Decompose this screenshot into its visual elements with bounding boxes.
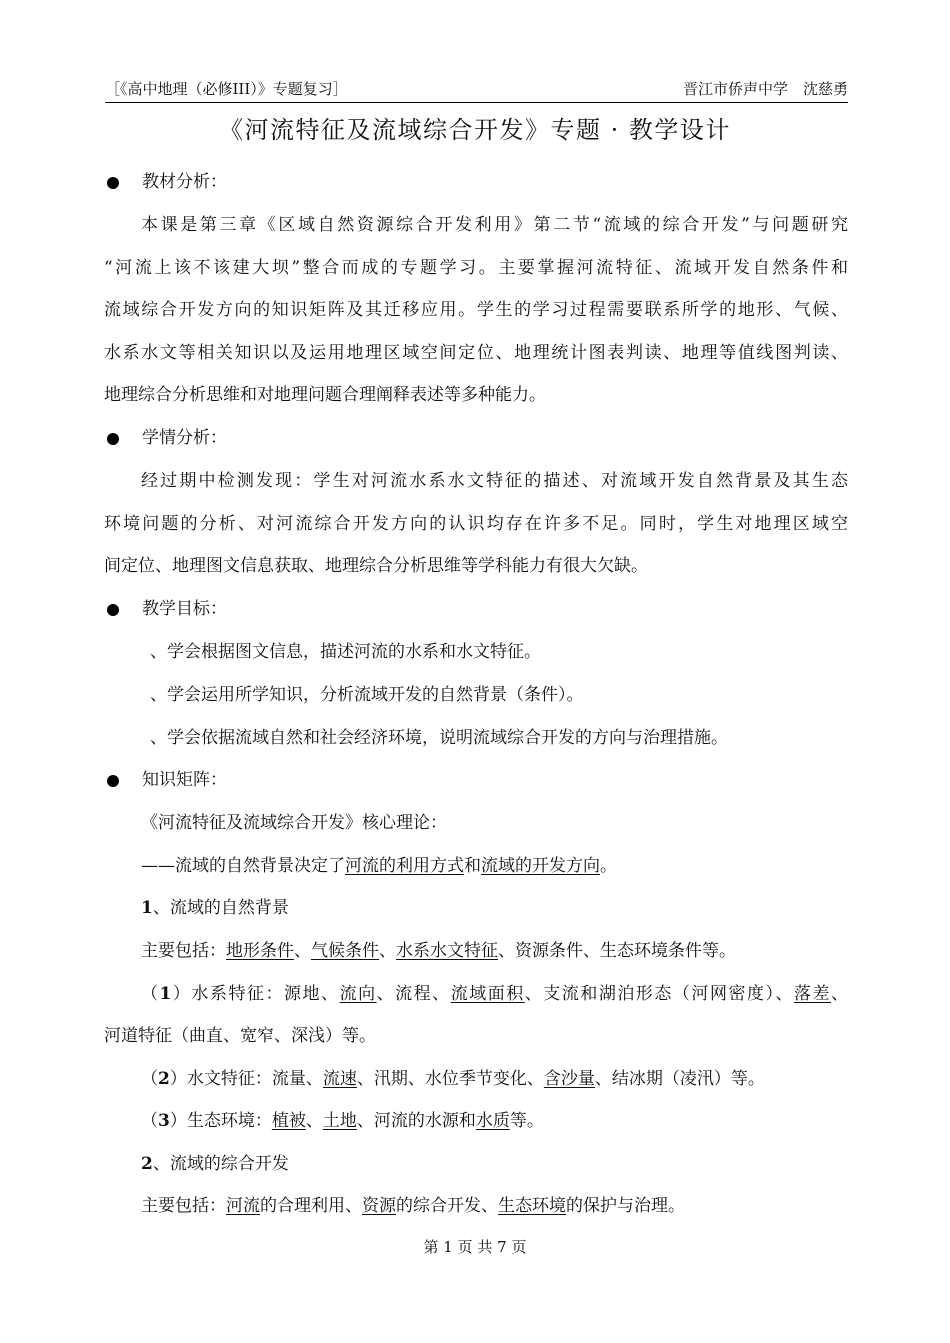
subheading-text: 、流域的自然背景	[152, 898, 289, 918]
paragraph-line: 水系水文等相关知识以及运用地理区域空间定位、地理统计图表判读、地理等值线图判读、	[104, 343, 848, 363]
item-text: 的综合开发、	[396, 1196, 498, 1216]
item-number: 1	[159, 984, 172, 1004]
page-total: 7	[497, 1238, 507, 1256]
key-term: 流速	[322, 1069, 357, 1089]
goal-item: 、学会运用所学知识，分析流域开发的自然背景（条件）。	[150, 685, 584, 705]
section-heading-teaching-goals: 教学目标：	[142, 599, 227, 619]
summary-rest: 、资源条件、生态环境条件等。	[498, 941, 736, 961]
subheading-number: 2	[141, 1154, 153, 1174]
subheading-number: 1	[141, 898, 153, 918]
page-title: 《河流特征及流域综合开发》专题 · 教学设计	[219, 116, 731, 144]
core-theory-title: 《河流特征及流域综合开发》核心理论：	[141, 813, 447, 833]
item-text: 等。	[509, 1111, 544, 1131]
section-heading-knowledge-matrix: 知识矩阵：	[142, 770, 227, 790]
item-number: 3	[158, 1111, 170, 1131]
subheading-comprehensive-development	[141, 1151, 289, 1177]
key-term: 植被	[271, 1111, 306, 1131]
bullet-icon	[107, 177, 119, 189]
item-text: 水文特征：流量、	[186, 1069, 323, 1089]
core-key-term: 流域的开发方向	[481, 856, 600, 876]
item-text: 水系特征：源地、	[191, 984, 340, 1004]
bullet-icon	[107, 604, 119, 616]
water-system-features-cont: 河道特征（曲直、宽窄、深浅）等。	[104, 1026, 376, 1046]
item-text: 、结冰期（凌汛）等。	[594, 1069, 765, 1089]
core-prefix: ——流域的自然背景决定了	[141, 856, 345, 876]
key-term: 资源	[362, 1196, 396, 1216]
item-text: 的保护与治理。	[566, 1196, 685, 1216]
core-theory-statement	[141, 853, 617, 879]
natural-background-summary	[141, 938, 736, 964]
paragraph-line: 间定位、地理图文信息获取、地理综合分析思维等学科能力有很大欠缺。	[104, 556, 648, 576]
key-term: 流域面积	[450, 984, 525, 1004]
key-term: 水质	[475, 1111, 510, 1131]
goal-item: 、学会根据图文信息，描述河流的水系和水文特征。	[150, 642, 541, 662]
page-label: 第	[423, 1238, 439, 1256]
comprehensive-development-summary	[141, 1193, 685, 1219]
page-end: 页	[511, 1238, 527, 1256]
item-text: 、汛期、水位季节变化、	[356, 1069, 544, 1089]
section-heading-student-analysis: 学情分析：	[142, 428, 227, 448]
key-term: 生态环境	[498, 1196, 566, 1216]
item-text: 的合理利用、	[260, 1196, 362, 1216]
key-term: 土地	[322, 1111, 357, 1131]
subheading-natural-background	[141, 895, 289, 921]
paragraph-line: 环境问题的分析、对河流综合开发方向的认识均存在许多不足。同时，学生对地理区域空	[104, 514, 848, 534]
subheading-text: 、流域的综合开发	[152, 1154, 289, 1174]
goal-item: 、学会依据流域自然和社会经济环境，说明流域综合开发的方向与治理措施。	[150, 728, 728, 748]
paragraph-line: 本课是第三章《区域自然资源综合开发利用》第二节“流域的综合开发”与问题研究	[141, 215, 848, 235]
header-course-label: ［《高中地理（必修III）》专题复习］	[105, 80, 348, 98]
key-term: 落差	[794, 984, 832, 1004]
ecological-environment	[141, 1108, 544, 1134]
key-term: 气候条件	[311, 941, 379, 961]
item-text: 、支流和湖泊形态（河网密度）、	[524, 984, 795, 1004]
item-text: 、河流的水源和	[356, 1111, 476, 1131]
key-term: 河流	[226, 1196, 260, 1216]
separator: 、	[294, 941, 311, 961]
page-number: 1	[443, 1238, 453, 1256]
paragraph-line: 经过期中检测发现：学生对河流水系水文特征的描述、对流域开发自然背景及其生态	[141, 471, 848, 491]
paren-close: ）	[171, 984, 192, 1004]
separator: 、	[379, 941, 396, 961]
page-mid: 页 共	[457, 1238, 493, 1256]
water-system-features	[141, 981, 848, 1007]
item-text: 、流程、	[376, 984, 451, 1004]
item-text: 生态环境：	[186, 1111, 272, 1131]
item-number: 2	[158, 1069, 170, 1089]
summary-prefix: 主要包括：	[141, 1196, 226, 1216]
key-term: 水系水文特征	[396, 941, 498, 961]
page-footer	[0, 1236, 950, 1258]
section-heading-textbook-analysis: 教材分析：	[142, 172, 227, 192]
bullet-icon	[107, 433, 119, 445]
paren-open: （	[141, 1069, 158, 1089]
item-text: 、	[831, 984, 849, 1004]
paren-open: （	[141, 984, 160, 1004]
item-text: 、	[305, 1111, 323, 1131]
paragraph-line: “河流上该不该建大坝”整合而成的专题学习。主要掌握河流特征、流域开发自然条件和	[104, 258, 848, 278]
paren-close: ）	[169, 1111, 187, 1131]
key-term: 含沙量	[543, 1069, 595, 1089]
key-term: 地形条件	[226, 941, 294, 961]
paren-close: ）	[169, 1069, 187, 1089]
paren-open: （	[141, 1111, 158, 1131]
core-mid: 和	[464, 856, 481, 876]
core-key-term: 河流的利用方式	[345, 856, 464, 876]
bullet-icon	[107, 775, 119, 787]
page-header	[105, 78, 848, 103]
header-school-author: 晋江市侨声中学 沈慈勇	[682, 80, 848, 98]
paragraph-line: 流域综合开发方向的知识矩阵及其迁移应用。学生的学习过程需要联系所学的地形、气候、	[104, 300, 848, 320]
core-end: 。	[600, 856, 617, 876]
hydrological-features	[141, 1066, 765, 1092]
summary-prefix: 主要包括：	[141, 941, 226, 961]
paragraph-line: 地理综合分析思维和对地理问题合理阐释表述等多种能力。	[104, 385, 546, 405]
key-term: 流向	[339, 984, 377, 1004]
